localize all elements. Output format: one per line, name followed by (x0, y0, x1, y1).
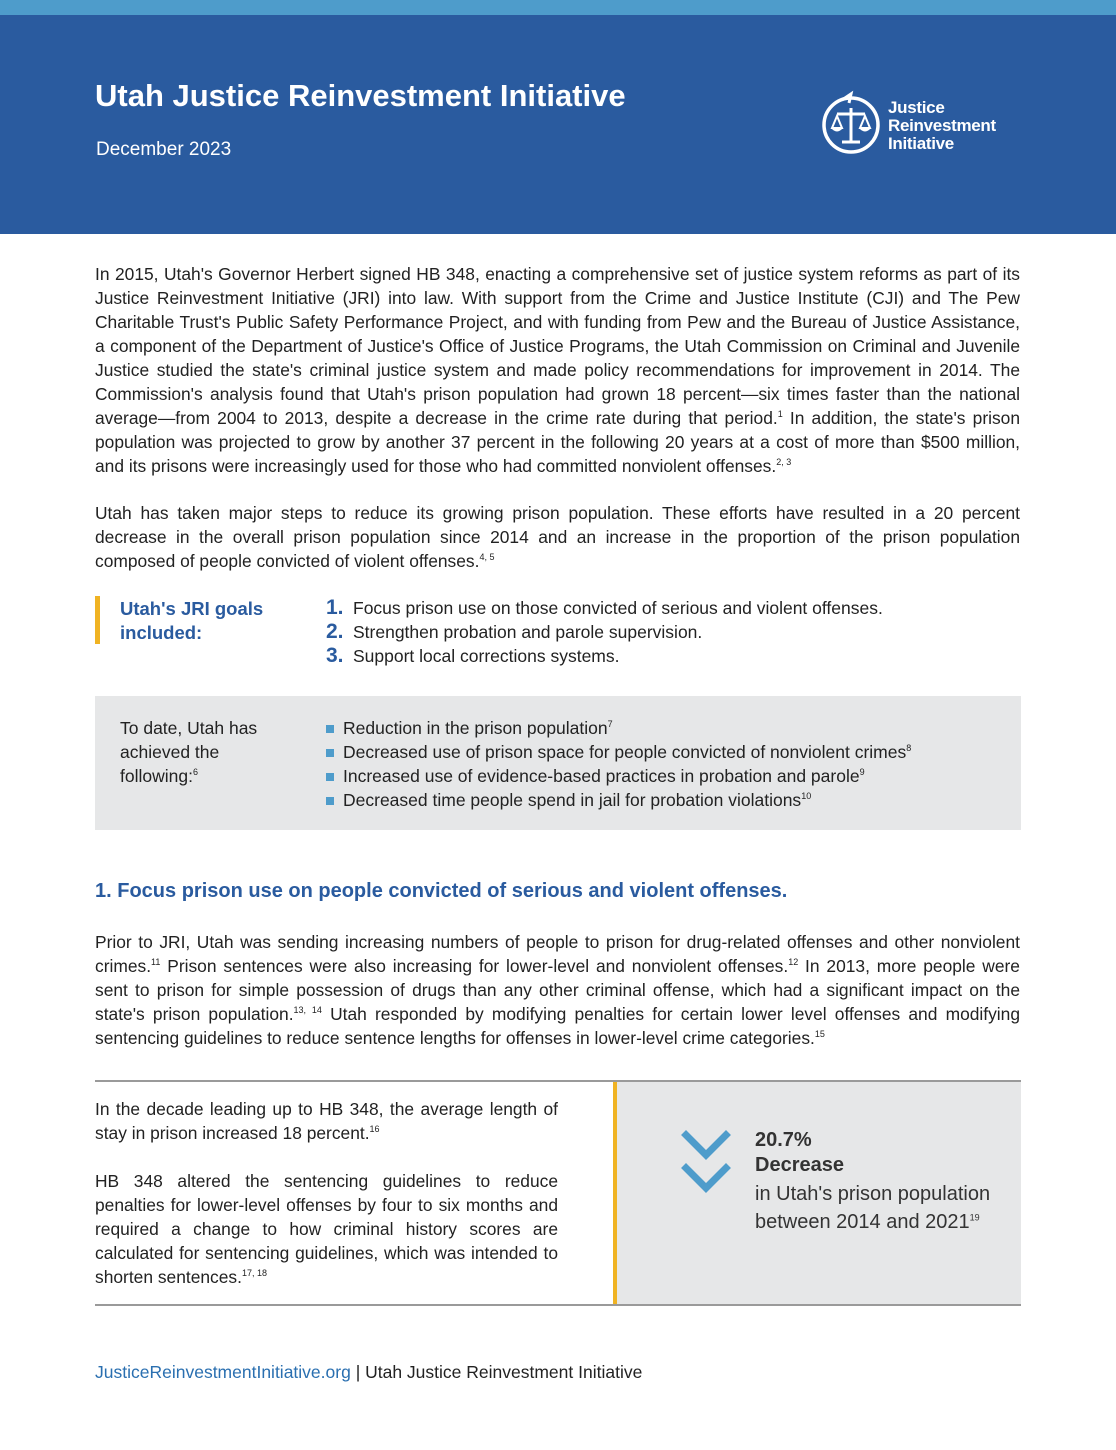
footnote-ref: 1 (777, 409, 783, 420)
footer-title: Utah Justice Reinvestment Initiative (365, 1362, 643, 1382)
sentencing-guidelines-paragraph (95, 1169, 558, 1289)
s1-text-a: Prior to JRI, Utah was sending increasing numbers of people to prison for drug-related offenses and other nonviolent crimes. (95, 932, 1020, 976)
achievement-item (326, 716, 911, 740)
goal-text: Focus prison use on those convicted of serious and violent offenses. (353, 598, 883, 618)
divider-bottom (95, 1304, 1021, 1306)
s1-text-d: Utah responded by modifying penalties for certain lower level offenses and modifying sentencing guidelines to reduce sentence lengths for offenses in lower-level crime categories. (95, 1004, 1021, 1048)
section-1-paragraph (95, 930, 1020, 1050)
achievement-item (326, 764, 911, 788)
s1-text-b: Prison sentences were also increasing for lower-level and nonviolent offenses. (160, 956, 789, 976)
stat-value: 20.7% (755, 1129, 812, 1151)
footnote-ref: 15 (814, 1029, 825, 1040)
footnote-ref: 17, 18 (241, 1268, 267, 1279)
achievements-heading-text: To date, Utah has achieved the following: (120, 718, 258, 786)
footnote-ref: 10 (801, 791, 812, 802)
footnote-ref: 2, 3 (776, 457, 792, 468)
intro-p2-text: Utah has taken major steps to reduce its growing prison population. These efforts have resulted in a 20 percent decrease in the overall prison population since 2014 and an increase in the proportion of the prison population composed of people convicted of violent offenses. (95, 503, 1020, 571)
achievements-heading (120, 716, 300, 788)
footnote-ref: 11 (151, 957, 161, 968)
bullet-square-icon (326, 773, 334, 781)
intro-p1-cont: In addition, the state's prison population was projected to grow by another 37 percent in the following 20 years at a cost of more than $500 million, and its prisons were increasingly used for those who had committed nonviolent offenses. (95, 408, 1021, 476)
footnote-ref: 19 (969, 1212, 980, 1223)
bullet-square-icon (326, 797, 334, 805)
logo-line-2: Reinvestment (888, 116, 996, 135)
stat-description (755, 1180, 995, 1236)
goal-number: 3. (326, 644, 344, 667)
footnote-ref: 9 (859, 767, 865, 778)
footer-website-link[interactable]: JusticeReinvestmentInitiative.org (95, 1362, 351, 1382)
goals-accent-bar (95, 596, 100, 644)
achievement-text: Decreased time people spend in jail for probation violations (343, 790, 802, 810)
achievement-item (326, 740, 911, 764)
page-title: Utah Justice Reinvestment Initiative (95, 78, 626, 113)
bullet-square-icon (326, 725, 334, 733)
footnote-ref: 4, 5 (479, 552, 495, 563)
footnote-ref: 13, 14 (293, 1005, 322, 1016)
s1-text-c: In 2013, more people were sent to prison for simple possession of drugs than any other criminal offense, which had a significant impact on the state's prison population. (95, 956, 1020, 1024)
goal-item (326, 644, 883, 668)
intro-p1-text: In 2015, Utah's Governor Herbert signed HB 348, enacting a comprehensive set of justice system reforms as part of its Justice Reinvestment Initiative (JRI) into law. With support from the Crime and Justice Institute (CJI) and The Pew Charitable Trust's Public Safety Performance Project, and with funding from Pew and the Bureau of Justice Assistance, a component of the Department of Justice's Office of Justice Programs, the Utah Commission on Criminal and Juvenile Justice studied the state's criminal justice system and made policy recommendations for improvement in 2014. The Commission's analysis found that Utah's prison population had grown 18 percent—six times faster than the national average—from 2004 to 2013, despite a decrease in the crime rate during that period. (95, 264, 1020, 428)
double-chevron-down-icon (681, 1130, 731, 1196)
left-p2-text: HB 348 altered the sentencing guidelines to reduce penalties for lower-level offenses by four to six months and required a change to how criminal history scores are calculated for sentencing guidelines, which was intended to shorten sentences. (95, 1171, 558, 1287)
footnote-ref: 16 (369, 1124, 380, 1135)
logo-wordmark (888, 99, 996, 153)
intro-paragraph-2 (95, 501, 1020, 573)
goal-item (326, 596, 883, 620)
footnote-ref: 8 (906, 743, 912, 754)
publication-date: December 2023 (96, 139, 232, 160)
bullet-square-icon (326, 749, 334, 757)
left-p1-text: In the decade leading up to HB 348, the average length of stay in prison increased 18 percent. (95, 1099, 558, 1143)
achievement-text: Reduction in the prison population (343, 718, 608, 738)
goal-item (326, 620, 883, 644)
goal-text: Support local corrections systems. (353, 646, 620, 666)
stat-accent-bar (613, 1082, 617, 1304)
goal-text: Strengthen probation and parole supervision. (353, 622, 703, 642)
footnote-ref: 6 (192, 767, 198, 778)
top-accent-strip (0, 0, 1116, 15)
achievement-text: Decreased use of prison space for people convicted of nonviolent crimes (343, 742, 907, 762)
goal-number: 1. (326, 596, 344, 619)
footer-separator: | (355, 1362, 361, 1382)
achievement-item (326, 788, 911, 812)
stat-desc-text: in Utah's prison population between 2014 and 2021 (755, 1183, 991, 1233)
goal-number: 2. (326, 620, 344, 643)
footnote-ref: 7 (607, 719, 613, 730)
length-of-stay-paragraph (95, 1097, 558, 1145)
logo-line-1: Justice (888, 98, 945, 117)
footnote-ref: 12 (788, 957, 799, 968)
footer (95, 1362, 642, 1383)
goals-list (326, 596, 883, 668)
section-1-heading: 1. Focus prison use on people convicted of serious and violent offenses. (95, 880, 788, 902)
intro-paragraph-1 (95, 262, 1020, 478)
achievement-text: Increased use of evidence-based practices in probation and parole (343, 766, 860, 786)
logo-line-3: Initiative (888, 134, 954, 153)
goals-heading: Utah's JRI goals included: (120, 598, 264, 643)
stat-label: Decrease (755, 1154, 844, 1176)
achievements-list (326, 716, 911, 812)
